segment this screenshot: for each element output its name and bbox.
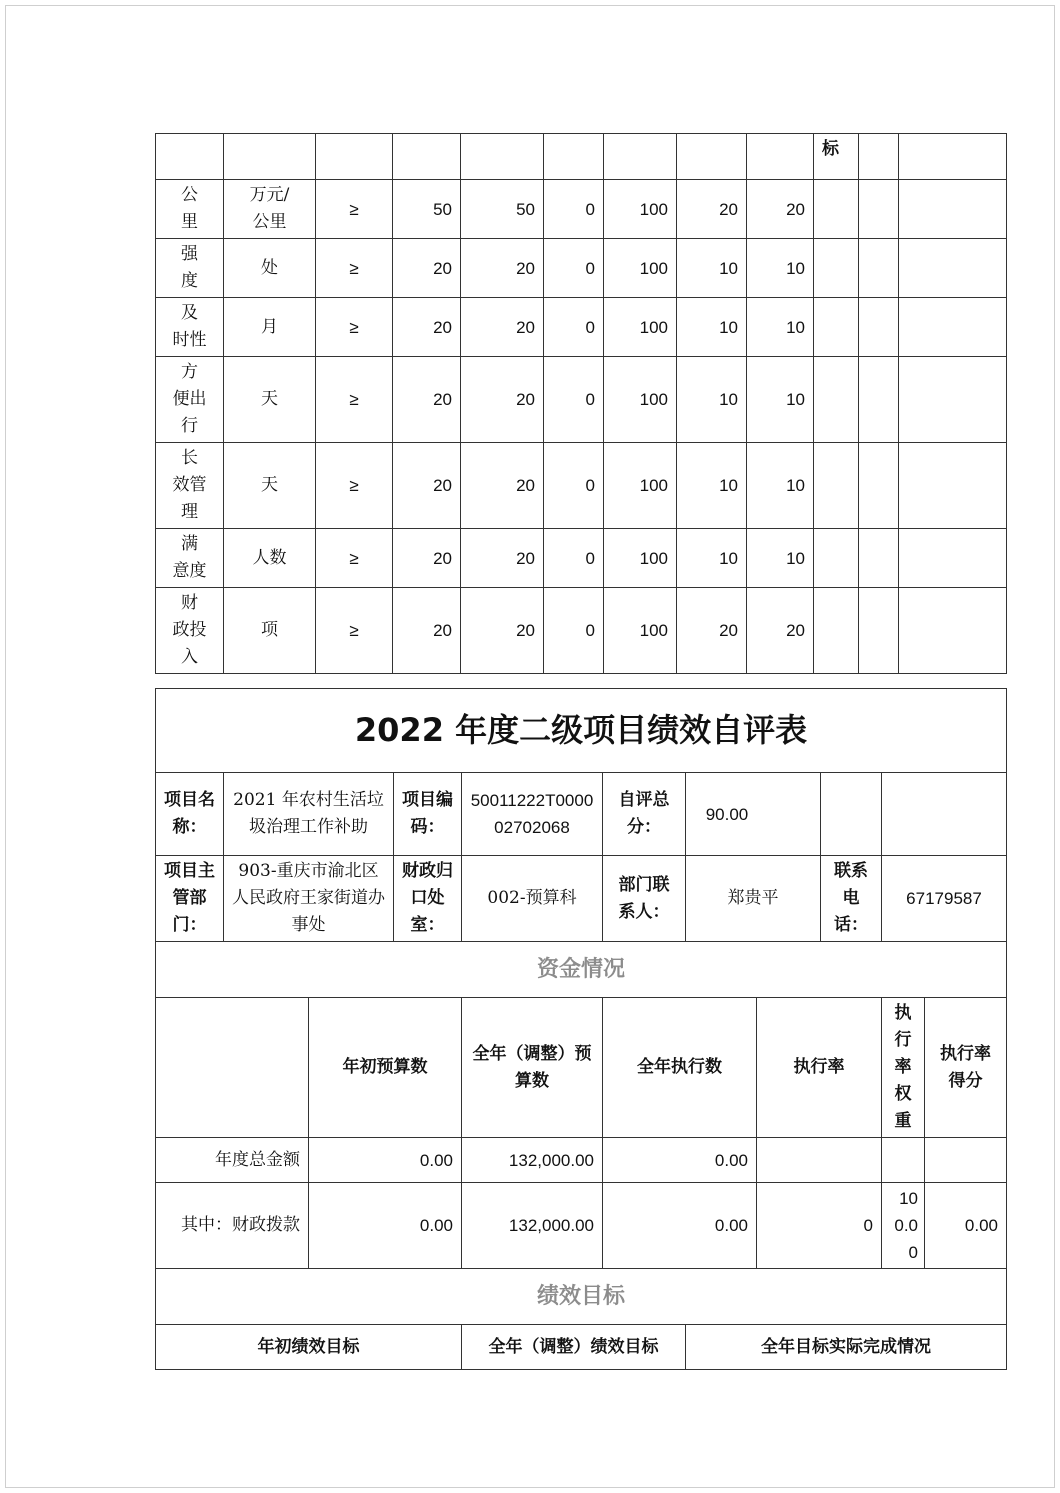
indicator-name: 财 政投 入 xyxy=(156,588,224,674)
contact-value: 郑贵平 xyxy=(686,856,821,942)
indicator-unit: 项 xyxy=(224,588,316,674)
funds-value: 132,000.00 xyxy=(462,1183,603,1269)
self-evaluation-form xyxy=(155,688,1007,1370)
indicator-operator: ≥ xyxy=(316,239,393,298)
table-row xyxy=(156,998,1007,1138)
funds-row-label: 其中：财政拨款 xyxy=(156,1183,309,1269)
funds-value: 0.00 xyxy=(925,1183,1007,1269)
score-label: 自评总分： xyxy=(603,773,686,856)
indicator-value: 20 xyxy=(461,357,544,443)
funds-value: 0.00 xyxy=(603,1138,757,1183)
table-row xyxy=(156,1138,1007,1183)
funds-value: 100.00 xyxy=(882,1183,925,1269)
indicator-value: 20 xyxy=(393,443,461,529)
indicator-value: 10 xyxy=(747,529,814,588)
indicator-value: 0 xyxy=(544,529,604,588)
indicator-operator: ≥ xyxy=(316,588,393,674)
funds-value xyxy=(882,1138,925,1183)
table-row xyxy=(156,298,1007,357)
table-row xyxy=(156,357,1007,443)
office-value: 002-预算科 xyxy=(462,856,603,942)
indicator-value: 0 xyxy=(544,357,604,443)
indicator-value: 100 xyxy=(604,357,677,443)
indicator-value: 20 xyxy=(461,529,544,588)
indicator-value: 20 xyxy=(677,180,747,239)
indicator-value: 10 xyxy=(677,239,747,298)
indicator-operator: ≥ xyxy=(316,357,393,443)
indicator-name: 方 便出 行 xyxy=(156,357,224,443)
score-value: 90.00 xyxy=(686,773,821,856)
indicator-operator: ≥ xyxy=(316,298,393,357)
indicator-value: 50 xyxy=(393,180,461,239)
perf-section-title: 绩效目标 xyxy=(156,1269,1007,1325)
indicator-value: 20 xyxy=(747,180,814,239)
indicator-value: 10 xyxy=(677,443,747,529)
indicator-value: 20 xyxy=(747,588,814,674)
indicator-value: 20 xyxy=(461,298,544,357)
project-name: 2021 年农村生活垃圾治理工作补助 xyxy=(224,773,394,856)
table-row xyxy=(156,180,1007,239)
funds-header: 执行率 xyxy=(757,998,882,1138)
indicator-value: 20 xyxy=(393,239,461,298)
table-row xyxy=(156,942,1007,998)
table-row xyxy=(156,773,1007,856)
funds-value xyxy=(757,1138,882,1183)
table-row xyxy=(156,239,1007,298)
funds-header: 执行率权重 xyxy=(882,998,925,1138)
indicator-value: 20 xyxy=(393,357,461,443)
indicator-value: 0 xyxy=(544,239,604,298)
indicator-table xyxy=(155,133,1007,674)
funds-header: 全年执行数 xyxy=(603,998,757,1138)
indicator-value: 20 xyxy=(677,588,747,674)
indicator-value: 10 xyxy=(677,298,747,357)
indicator-name: 公 里 xyxy=(156,180,224,239)
indicator-value: 0 xyxy=(544,298,604,357)
indicator-value: 100 xyxy=(604,588,677,674)
dept-label: 项目主管部门： xyxy=(156,856,224,942)
indicator-value: 20 xyxy=(461,239,544,298)
indicator-value: 20 xyxy=(461,443,544,529)
perf-header: 全年（调整）绩效目标 xyxy=(462,1325,686,1370)
form-title: 2022 年度二级项目绩效自评表 xyxy=(156,689,1007,773)
table-row xyxy=(156,443,1007,529)
funds-header: 年初预算数 xyxy=(309,998,462,1138)
indicator-value: 20 xyxy=(461,588,544,674)
indicator-value: 10 xyxy=(747,239,814,298)
indicator-value: 0 xyxy=(544,588,604,674)
indicator-operator: ≥ xyxy=(316,443,393,529)
indicator-value: 100 xyxy=(604,443,677,529)
phone-value: 67179587 xyxy=(882,856,1007,942)
table-row xyxy=(156,134,1007,180)
indicator-value: 10 xyxy=(747,443,814,529)
project-name-label: 项目名称： xyxy=(156,773,224,856)
indicator-value: 100 xyxy=(604,298,677,357)
indicator-name: 长 效管 理 xyxy=(156,443,224,529)
indicator-unit: 天 xyxy=(224,443,316,529)
indicator-value: 10 xyxy=(747,298,814,357)
indicator-unit: 人数 xyxy=(224,529,316,588)
table-row xyxy=(156,588,1007,674)
indicator-value: 10 xyxy=(677,357,747,443)
funds-value: 0.00 xyxy=(309,1138,462,1183)
table-row xyxy=(156,529,1007,588)
table-row xyxy=(156,1183,1007,1269)
office-label: 财政归口处室： xyxy=(394,856,462,942)
perf-header: 全年目标实际完成情况 xyxy=(686,1325,1007,1370)
funds-row-label: 年度总金额 xyxy=(156,1138,309,1183)
indicator-unit: 处 xyxy=(224,239,316,298)
funds-section-title: 资金情况 xyxy=(156,942,1007,998)
indicator-unit: 天 xyxy=(224,357,316,443)
indicator-operator: ≥ xyxy=(316,529,393,588)
phone-label: 联系电话： xyxy=(821,856,882,942)
indicator-value: 50 xyxy=(461,180,544,239)
indicator-unit: 月 xyxy=(224,298,316,357)
indicator-value: 20 xyxy=(393,529,461,588)
indicator-value: 100 xyxy=(604,180,677,239)
table-row xyxy=(156,856,1007,942)
funds-value xyxy=(925,1138,1007,1183)
funds-header: 全年（调整）预算数 xyxy=(462,998,603,1138)
table-row xyxy=(156,689,1007,773)
indicator-name: 及 时性 xyxy=(156,298,224,357)
funds-header: 执行率得分 xyxy=(925,998,1007,1138)
contact-label: 部门联系人： xyxy=(603,856,686,942)
indicator-value: 100 xyxy=(604,529,677,588)
indicator-value: 0 xyxy=(544,180,604,239)
indicator-value: 0 xyxy=(544,443,604,529)
table-row xyxy=(156,1325,1007,1370)
funds-value: 0.00 xyxy=(603,1183,757,1269)
indicator-name: 强 度 xyxy=(156,239,224,298)
dept-value: 903-重庆市渝北区人民政府王家街道办事处 xyxy=(224,856,394,942)
indicator-value: 100 xyxy=(604,239,677,298)
indicator-value: 20 xyxy=(393,298,461,357)
indicator-value: 10 xyxy=(677,529,747,588)
funds-value: 132,000.00 xyxy=(462,1138,603,1183)
indicator-unit: 万元/ 公里 xyxy=(224,180,316,239)
indicator-value: 20 xyxy=(393,588,461,674)
perf-header: 年初绩效目标 xyxy=(156,1325,462,1370)
funds-value: 0.00 xyxy=(309,1183,462,1269)
indicator-value: 10 xyxy=(747,357,814,443)
table-row xyxy=(156,1269,1007,1325)
funds-value: 0 xyxy=(757,1183,882,1269)
project-code-label: 项目编码： xyxy=(394,773,462,856)
header-fragment: 标 xyxy=(814,134,859,180)
indicator-name: 满 意度 xyxy=(156,529,224,588)
indicator-operator: ≥ xyxy=(316,180,393,239)
project-code: 50011222T000002702068 xyxy=(462,773,603,856)
